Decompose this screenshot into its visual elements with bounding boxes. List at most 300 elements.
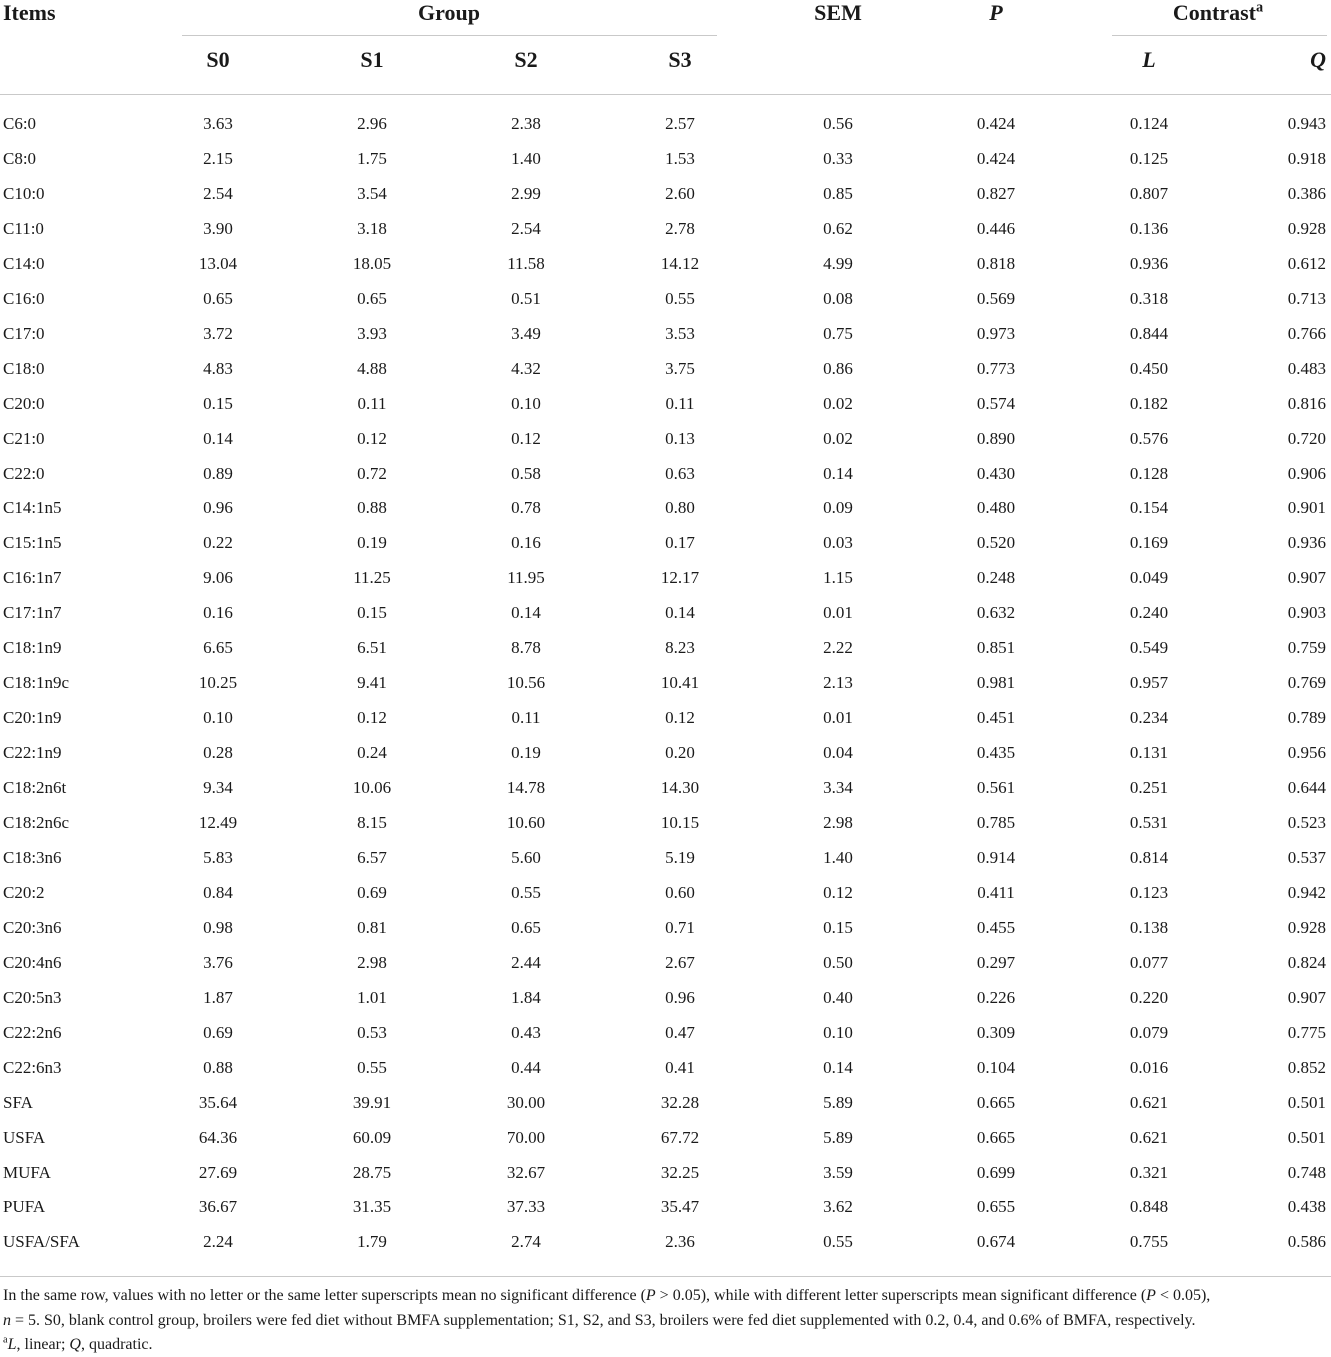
cell-p: 0.430 — [976, 464, 1016, 483]
cell-quadratic: 0.501 — [1287, 1128, 1326, 1147]
row-item-label: C17:1n7 — [3, 603, 62, 622]
cell-s0: 10.25 — [198, 673, 238, 692]
cell-quadratic: 0.612 — [1287, 254, 1326, 273]
row-item-label: C21:0 — [3, 429, 45, 448]
cell-sem: 0.14 — [823, 1058, 853, 1077]
cell-sem: 0.75 — [823, 324, 853, 343]
footnote-line-1 — [3, 1283, 1327, 1308]
cell-s0: 9.06 — [203, 568, 233, 587]
cell-s2: 0.19 — [511, 743, 541, 762]
cell-s3: 2.60 — [665, 184, 695, 203]
footnote-n: n — [3, 1312, 11, 1329]
cell-linear: 0.124 — [1129, 114, 1169, 133]
cell-p: 0.699 — [976, 1163, 1016, 1182]
cell-s2: 70.00 — [506, 1128, 546, 1147]
cell-sem: 5.89 — [823, 1128, 853, 1147]
cell-sem: 0.40 — [823, 988, 853, 1007]
cell-quadratic: 0.501 — [1287, 1093, 1326, 1112]
row-item-label: USFA/SFA — [3, 1232, 80, 1251]
cell-linear: 0.125 — [1129, 149, 1169, 168]
cell-s3: 0.60 — [665, 883, 695, 902]
row-item-label: PUFA — [3, 1197, 46, 1216]
cell-p: 0.574 — [976, 394, 1016, 413]
cell-sem: 4.99 — [823, 254, 853, 273]
header-group: Group — [418, 0, 480, 25]
cell-p: 0.520 — [976, 533, 1016, 552]
cell-s2: 0.44 — [511, 1058, 541, 1077]
cell-p: 0.818 — [976, 254, 1016, 273]
footnote-text: > 0.05), while with different letter superscripts mean significant difference ( — [655, 1287, 1147, 1304]
cell-quadratic: 0.816 — [1287, 394, 1326, 413]
cell-s3: 5.19 — [665, 848, 695, 867]
cell-sem: 0.56 — [823, 114, 853, 133]
cell-s3: 0.11 — [665, 394, 695, 413]
cell-s1: 0.55 — [357, 1058, 387, 1077]
cell-p: 0.851 — [976, 638, 1016, 657]
cell-p: 0.665 — [976, 1093, 1016, 1112]
cell-s3: 32.28 — [660, 1093, 700, 1112]
footnote-q: Q — [69, 1336, 81, 1353]
cell-s0: 3.90 — [203, 219, 233, 238]
header-s3: S3 — [668, 47, 692, 72]
row-item-label: C22:2n6 — [3, 1023, 62, 1042]
cell-s0: 3.63 — [203, 114, 233, 133]
cell-s1: 39.91 — [352, 1093, 392, 1112]
cell-s1: 0.24 — [357, 743, 387, 762]
cell-sem: 0.33 — [823, 149, 853, 168]
cell-p: 0.248 — [976, 568, 1016, 587]
cell-p: 0.455 — [976, 918, 1016, 937]
cell-s3: 2.36 — [665, 1232, 695, 1251]
cell-s1: 2.98 — [357, 953, 387, 972]
cell-quadratic: 0.769 — [1287, 673, 1326, 692]
cell-s2: 0.10 — [511, 394, 541, 413]
cell-sem: 1.40 — [823, 848, 853, 867]
cell-s0: 0.15 — [203, 394, 233, 413]
row-item-label: C20:5n3 — [3, 988, 62, 1007]
cell-linear: 0.220 — [1129, 988, 1169, 1007]
cell-p: 0.435 — [976, 743, 1016, 762]
cell-linear: 0.957 — [1129, 673, 1169, 692]
cell-linear: 0.936 — [1129, 254, 1169, 273]
row-item-label: SFA — [3, 1093, 33, 1112]
cell-s0: 0.16 — [203, 603, 233, 622]
cell-sem: 0.02 — [823, 394, 853, 413]
cell-s1: 4.88 — [357, 359, 387, 378]
cell-sem: 1.15 — [823, 568, 853, 587]
contrast-rule — [1112, 35, 1327, 36]
row-item-label: C18:0 — [3, 359, 45, 378]
footnote-p: P — [1146, 1287, 1156, 1304]
cell-p: 0.914 — [976, 848, 1016, 867]
cell-s3: 0.71 — [665, 918, 695, 937]
cell-quadratic: 0.713 — [1287, 289, 1326, 308]
cell-s3: 0.96 — [665, 988, 695, 1007]
cell-quadratic: 0.928 — [1287, 918, 1326, 937]
cell-s2: 0.16 — [511, 533, 541, 552]
header-contrast-text: Contrast — [1172, 0, 1256, 25]
cell-s2: 3.49 — [511, 324, 541, 343]
cell-sem: 2.13 — [823, 673, 853, 692]
cell-linear: 0.621 — [1129, 1093, 1169, 1112]
row-item-label: C6:0 — [3, 114, 37, 133]
cell-s0: 2.24 — [203, 1232, 233, 1251]
cell-linear: 0.755 — [1129, 1232, 1169, 1251]
cell-linear: 0.621 — [1129, 1128, 1169, 1147]
cell-s0: 0.84 — [203, 883, 233, 902]
cell-s1: 3.93 — [357, 324, 387, 343]
cell-p: 0.632 — [976, 603, 1016, 622]
cell-linear: 0.450 — [1129, 359, 1169, 378]
cell-s0: 3.76 — [203, 953, 233, 972]
cell-s3: 8.23 — [665, 638, 695, 657]
cell-s3: 1.53 — [665, 149, 695, 168]
cell-s2: 2.44 — [511, 953, 541, 972]
cell-s0: 6.65 — [203, 638, 233, 657]
cell-linear: 0.049 — [1129, 568, 1169, 587]
cell-linear: 0.016 — [1129, 1058, 1169, 1077]
cell-s1: 3.54 — [357, 184, 387, 203]
cell-s3: 0.55 — [665, 289, 695, 308]
cell-s1: 0.53 — [357, 1023, 387, 1042]
header-s2: S2 — [514, 47, 538, 72]
cell-quadratic: 0.438 — [1287, 1197, 1326, 1216]
cell-s3: 35.47 — [660, 1197, 700, 1216]
header-quadratic: Q — [1310, 47, 1326, 72]
cell-s3: 32.25 — [660, 1163, 700, 1182]
cell-s3: 0.13 — [665, 429, 695, 448]
cell-s1: 0.81 — [357, 918, 387, 937]
cell-s2: 0.43 — [511, 1023, 541, 1042]
cell-s1: 6.57 — [357, 848, 387, 867]
row-item-label: C18:2n6t — [3, 778, 67, 797]
cell-quadratic: 0.824 — [1287, 953, 1326, 972]
cell-s2: 10.56 — [506, 673, 546, 692]
cell-sem: 3.62 — [823, 1197, 853, 1216]
cell-s1: 0.69 — [357, 883, 387, 902]
cell-s3: 0.12 — [665, 708, 695, 727]
row-item-label: USFA — [3, 1128, 46, 1147]
cell-s3: 3.53 — [665, 324, 695, 343]
cell-linear: 0.848 — [1129, 1197, 1169, 1216]
footnote-text: , quadratic. — [80, 1336, 153, 1353]
cell-s1: 18.05 — [352, 254, 392, 273]
cell-sem: 0.01 — [823, 708, 853, 727]
cell-quadratic: 0.748 — [1287, 1163, 1326, 1182]
cell-p: 0.424 — [976, 114, 1016, 133]
header-s0: S0 — [206, 47, 230, 72]
cell-sem: 0.09 — [823, 498, 853, 517]
cell-sem: 0.08 — [823, 289, 853, 308]
footnote-text: = 5. S0, blank control group, broilers were fed diet without BMFA supplementation; S1, S2, and S3, broilers were fed diet supplemented with 0.2, 0.4, and 0.6% of BMFA, respectively. — [11, 1312, 1196, 1329]
cell-quadratic: 0.766 — [1287, 324, 1326, 343]
cell-sem: 0.03 — [823, 533, 853, 552]
cell-quadratic: 0.789 — [1287, 708, 1326, 727]
cell-s0: 3.72 — [203, 324, 233, 343]
cell-p: 0.890 — [976, 429, 1016, 448]
cell-s0: 27.69 — [198, 1163, 238, 1182]
cell-s1: 0.65 — [357, 289, 387, 308]
cell-p: 0.785 — [976, 813, 1016, 832]
cell-quadratic: 0.759 — [1287, 638, 1326, 657]
cell-linear: 0.138 — [1129, 918, 1169, 937]
cell-sem: 0.50 — [823, 953, 853, 972]
cell-s2: 0.65 — [511, 918, 541, 937]
cell-s3: 3.75 — [665, 359, 695, 378]
cell-linear: 0.318 — [1129, 289, 1169, 308]
cell-s1: 0.72 — [357, 464, 387, 483]
cell-quadratic: 0.483 — [1287, 359, 1326, 378]
cell-s2: 14.78 — [506, 778, 546, 797]
cell-linear: 0.136 — [1129, 219, 1169, 238]
cell-s0: 0.69 — [203, 1023, 233, 1042]
cell-quadratic: 0.907 — [1287, 568, 1326, 587]
cell-linear: 0.321 — [1129, 1163, 1169, 1182]
cell-quadratic: 0.523 — [1287, 813, 1326, 832]
cell-s3: 12.17 — [660, 568, 700, 587]
cell-linear: 0.844 — [1129, 324, 1169, 343]
cell-sem: 0.85 — [823, 184, 853, 203]
cell-linear: 0.123 — [1129, 883, 1169, 902]
cell-quadratic: 0.928 — [1287, 219, 1326, 238]
cell-s0: 64.36 — [198, 1128, 238, 1147]
footnote-l: L — [7, 1336, 17, 1353]
cell-s0: 9.34 — [203, 778, 233, 797]
cell-s3: 0.47 — [665, 1023, 695, 1042]
cell-sem: 3.59 — [823, 1163, 853, 1182]
cell-p: 0.973 — [976, 324, 1016, 343]
cell-s0: 0.98 — [203, 918, 233, 937]
row-item-label: C8:0 — [3, 149, 37, 168]
row-item-label: C18:2n6c — [3, 813, 70, 832]
cell-s1: 10.06 — [352, 778, 392, 797]
header-sem: SEM — [814, 0, 862, 25]
cell-s0: 36.67 — [198, 1197, 238, 1216]
cell-s0: 2.15 — [203, 149, 233, 168]
cell-linear: 0.549 — [1129, 638, 1169, 657]
group-rule — [182, 35, 717, 36]
cell-sem: 0.86 — [823, 359, 853, 378]
cell-s2: 0.12 — [511, 429, 541, 448]
cell-s3: 14.30 — [660, 778, 700, 797]
cell-p: 0.827 — [976, 184, 1016, 203]
cell-s1: 0.12 — [357, 429, 387, 448]
cell-quadratic: 0.720 — [1287, 429, 1326, 448]
cell-p: 0.226 — [976, 988, 1016, 1007]
cell-quadratic: 0.644 — [1287, 778, 1326, 797]
cell-quadratic: 0.586 — [1287, 1232, 1326, 1251]
cell-s2: 2.54 — [511, 219, 541, 238]
cell-s2: 0.78 — [511, 498, 541, 517]
cell-s0: 0.88 — [203, 1058, 233, 1077]
cell-sem: 3.34 — [823, 778, 853, 797]
cell-s3: 0.14 — [665, 603, 695, 622]
row-item-label: C18:1n9c — [3, 673, 70, 692]
cell-p: 0.411 — [977, 883, 1015, 902]
cell-s3: 10.41 — [660, 673, 700, 692]
row-item-label: C20:3n6 — [3, 918, 62, 937]
cell-s2: 30.00 — [506, 1093, 546, 1112]
cell-s0: 5.83 — [203, 848, 233, 867]
cell-s0: 0.28 — [203, 743, 233, 762]
cell-s0: 0.96 — [203, 498, 233, 517]
cell-linear: 0.131 — [1129, 743, 1169, 762]
cell-s0: 0.89 — [203, 464, 233, 483]
cell-linear: 0.251 — [1129, 778, 1169, 797]
cell-quadratic: 0.942 — [1287, 883, 1326, 902]
cell-s2: 0.11 — [511, 708, 541, 727]
cell-s0: 0.22 — [203, 533, 233, 552]
cell-s2: 11.95 — [507, 568, 545, 587]
row-item-label: C22:0 — [3, 464, 45, 483]
row-item-label: C14:1n5 — [3, 498, 62, 517]
cell-s3: 0.41 — [665, 1058, 695, 1077]
cell-s2: 37.33 — [506, 1197, 546, 1216]
row-item-label: C16:1n7 — [3, 568, 62, 587]
cell-sem: 2.98 — [823, 813, 853, 832]
cell-s2: 0.58 — [511, 464, 541, 483]
cell-quadratic: 0.901 — [1287, 498, 1326, 517]
cell-s3: 0.17 — [665, 533, 695, 552]
row-item-label: C10:0 — [3, 184, 45, 203]
cell-sem: 0.14 — [823, 464, 853, 483]
cell-s3: 0.20 — [665, 743, 695, 762]
cell-s3: 0.63 — [665, 464, 695, 483]
cell-p: 0.424 — [976, 149, 1016, 168]
row-item-label: C20:1n9 — [3, 708, 62, 727]
cell-quadratic: 0.943 — [1287, 114, 1326, 133]
footnote-sup: a — [3, 1334, 8, 1346]
header-linear: L — [1142, 47, 1156, 72]
cell-s1: 9.41 — [357, 673, 387, 692]
cell-linear: 0.531 — [1129, 813, 1169, 832]
cell-p: 0.981 — [976, 673, 1016, 692]
row-item-label: C20:0 — [3, 394, 45, 413]
cell-quadratic: 0.906 — [1287, 464, 1326, 483]
cell-quadratic: 0.936 — [1287, 533, 1326, 552]
row-item-label: C17:0 — [3, 324, 45, 343]
cell-s0: 12.49 — [198, 813, 238, 832]
cell-s2: 5.60 — [511, 848, 541, 867]
footnote-text: In the same row, values with no letter or the same letter superscripts mean no significant difference ( — [3, 1287, 646, 1304]
cell-sem: 0.04 — [823, 743, 853, 762]
cell-sem: 0.10 — [823, 1023, 853, 1042]
cell-s1: 0.15 — [357, 603, 387, 622]
cell-linear: 0.807 — [1129, 184, 1169, 203]
footnote-line-2 — [3, 1308, 1327, 1333]
table-bottom-rule — [0, 1276, 1331, 1277]
cell-s1: 11.25 — [353, 568, 391, 587]
cell-s1: 3.18 — [357, 219, 387, 238]
cell-p: 0.309 — [976, 1023, 1016, 1042]
cell-s1: 60.09 — [352, 1128, 392, 1147]
cell-quadratic: 0.903 — [1287, 603, 1326, 622]
cell-linear: 0.128 — [1129, 464, 1169, 483]
cell-s2: 0.14 — [511, 603, 541, 622]
cell-s2: 11.58 — [507, 254, 545, 273]
cell-s1: 31.35 — [352, 1197, 392, 1216]
cell-p: 0.561 — [976, 778, 1016, 797]
cell-s0: 2.54 — [203, 184, 233, 203]
cell-s0: 13.04 — [198, 254, 238, 273]
cell-sem: 0.55 — [823, 1232, 853, 1251]
cell-s0: 1.87 — [203, 988, 233, 1007]
row-item-label: C20:2 — [3, 883, 45, 902]
cell-s0: 0.10 — [203, 708, 233, 727]
cell-s3: 0.80 — [665, 498, 695, 517]
cell-p: 0.674 — [976, 1232, 1016, 1251]
cell-s1: 1.75 — [357, 149, 387, 168]
cell-s2: 2.74 — [511, 1232, 541, 1251]
cell-s3: 2.78 — [665, 219, 695, 238]
cell-s2: 1.40 — [511, 149, 541, 168]
cell-s2: 1.84 — [511, 988, 541, 1007]
cell-sem: 5.89 — [823, 1093, 853, 1112]
cell-s1: 6.51 — [357, 638, 387, 657]
cell-quadratic: 0.852 — [1287, 1058, 1326, 1077]
cell-linear: 0.814 — [1129, 848, 1169, 867]
cell-s3: 2.57 — [665, 114, 695, 133]
cell-s3: 14.12 — [660, 254, 700, 273]
footnote-text: < 0.05), — [1155, 1287, 1211, 1304]
row-item-label: C22:1n9 — [3, 743, 62, 762]
cell-linear: 0.240 — [1129, 603, 1169, 622]
cell-sem: 0.02 — [823, 429, 853, 448]
cell-s2: 8.78 — [511, 638, 541, 657]
cell-s2: 32.67 — [506, 1163, 546, 1182]
cell-quadratic: 0.956 — [1287, 743, 1326, 762]
cell-quadratic: 0.537 — [1287, 848, 1326, 867]
row-item-label: C15:1n5 — [3, 533, 62, 552]
cell-p: 0.480 — [976, 498, 1016, 517]
cell-s0: 4.83 — [203, 359, 233, 378]
cell-p: 0.446 — [976, 219, 1016, 238]
cell-p: 0.665 — [976, 1128, 1016, 1147]
cell-s0: 0.14 — [203, 429, 233, 448]
row-item-label: C16:0 — [3, 289, 45, 308]
cell-p: 0.104 — [976, 1058, 1016, 1077]
cell-linear: 0.079 — [1129, 1023, 1169, 1042]
cell-s2: 0.55 — [511, 883, 541, 902]
cell-s2: 0.51 — [511, 289, 541, 308]
cell-s1: 0.12 — [357, 708, 387, 727]
cell-p: 0.297 — [976, 953, 1016, 972]
row-item-label: C14:0 — [3, 254, 45, 273]
cell-s1: 0.11 — [357, 394, 387, 413]
cell-s2: 2.38 — [511, 114, 541, 133]
row-item-label: C18:1n9 — [3, 638, 62, 657]
cell-s1: 28.75 — [352, 1163, 392, 1182]
cell-s2: 10.60 — [506, 813, 546, 832]
cell-linear: 0.576 — [1129, 429, 1169, 448]
cell-p: 0.655 — [976, 1197, 1016, 1216]
cell-s1: 8.15 — [357, 813, 387, 832]
row-item-label: C20:4n6 — [3, 953, 62, 972]
cell-linear: 0.077 — [1129, 953, 1169, 972]
row-item-label: MUFA — [3, 1163, 51, 1182]
footnote-text: , linear; — [16, 1336, 70, 1353]
cell-sem: 0.01 — [823, 603, 853, 622]
cell-quadratic: 0.918 — [1287, 149, 1326, 168]
cell-sem: 0.15 — [823, 918, 853, 937]
cell-s1: 0.88 — [357, 498, 387, 517]
cell-p: 0.569 — [976, 289, 1016, 308]
cell-linear: 0.169 — [1129, 533, 1169, 552]
cell-p: 0.773 — [976, 359, 1016, 378]
cell-linear: 0.154 — [1129, 498, 1169, 517]
header-contrast-sup: a — [1255, 0, 1264, 16]
cell-s1: 0.19 — [357, 533, 387, 552]
